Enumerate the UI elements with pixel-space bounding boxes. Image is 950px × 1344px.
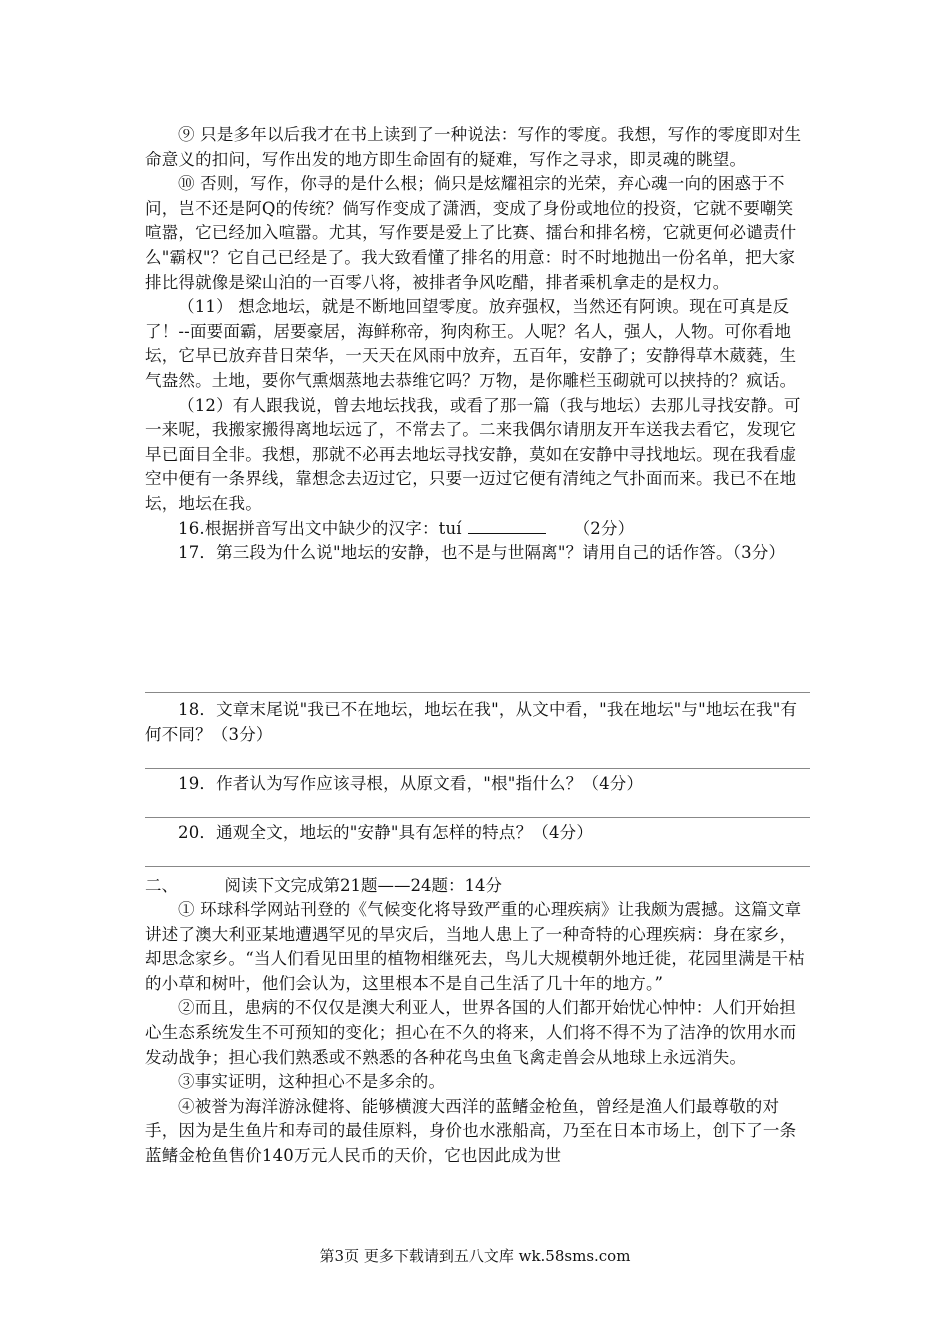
- answer-line-18[interactable]: [145, 768, 810, 769]
- passage2-body: [145, 898, 810, 1169]
- section-2-heading: [145, 874, 810, 899]
- passage2-paragraph-2: ②而且，患病的不仅仅是澳大利亚人，世界各国的人们都开始忧心忡忡：人们开始担心生态系统发生不可预知的变化；担心在不久的将来，人们将不得不为了洁净的饮用水而发动战争；担心我们熟悉或不熟悉的各种花鸟虫鱼飞禽走兽会从地球上永远消失。: [145, 998, 797, 1067]
- section-2-title: 阅读下文完成第21题——24题：14分: [224, 876, 502, 895]
- question-16: [145, 517, 810, 542]
- passage2-paragraph-4: ④被誉为海洋游泳健将、能够横渡大西洋的蓝鳍金枪鱼，曾经是渔人们最尊敬的对手，因为是生鱼片和寿司的最佳原料，身价也水涨船高，乃至在日本市场上，创下了一条蓝鳍金枪鱼售价140万元人民币的天价，它也因此成为世: [145, 1096, 797, 1165]
- page-footer: 第3页 更多下载请到五八文库 wk.58sms.com: [319, 1247, 631, 1265]
- question-16-text: 16.根据拼音写出文中缺少的汉字：tuí: [178, 518, 462, 538]
- question-17: 17．第三段为什么说"地坛的安静，也不是与世隔离"？请用自己的话作答。（3分）: [178, 543, 786, 563]
- question-19: 19．作者认为写作应该寻根，从原文看，"根"指什么？（4分）: [178, 774, 644, 793]
- answer-blank-16[interactable]: [468, 519, 546, 534]
- passage2-paragraph-1: ① 环球科学网站刊登的《气候变化将导致严重的心理疾病》让我颇为震撼。这篇文章讲述了澳大利亚某地遭遇罕见的旱灾后，当地人患上了一种奇特的心理疾病：身在家乡，却思念家乡。“当人们看见田里的植物相继死去，鸟儿大规模朝外地迁徙，花园里满是干枯的小草和树叶，他们会认为，这里根本不是自己生活了几十年的地方。”: [145, 900, 805, 993]
- passage2-paragraph-3: ③事实证明，这种担心不是多余的。: [178, 1072, 446, 1092]
- question-16-score: （2分）: [573, 518, 635, 538]
- question-20: 20．通观全文，地坛的"安静"具有怎样的特点？（4分）: [178, 823, 594, 842]
- passage1-body: [145, 123, 810, 566]
- question-19-block: [145, 772, 810, 797]
- answer-line-20[interactable]: [145, 866, 810, 867]
- paragraph-10: ⑩ 否则，写作，你寻的是什么根；倘只是炫耀祖宗的光荣，弃心魂一向的困惑于不问，岂不还是阿Q的传统？倘写作变成了潇洒，变成了身份或地位的投资，它就不要嘲笑喧嚣，它已经加入喧嚣。尤其，写作要是爱上了比赛、擂台和排名榜，它就更何必谴责什么"霸权"？它自己已经是了。我大致看懂了排名的用意：时不时地抛出一份名单，把大家排比得就像是梁山泊的一百零八将，被排者争风吃醋，排者乘机拿走的是权力。: [145, 174, 797, 292]
- answer-line-19[interactable]: [145, 817, 810, 818]
- question-18-block: [145, 698, 810, 747]
- question-20-block: [145, 821, 810, 846]
- answer-line-17[interactable]: [145, 692, 810, 693]
- section-2-number: 二、: [145, 876, 178, 895]
- question-18: 18．文章末尾说"我已不在地坛，地坛在我"，从文中看，"我在地坛"与"地坛在我"有何不同？（3分）: [145, 700, 798, 744]
- paragraph-12: （12）有人跟我说，曾去地坛找我，或看了那一篇（我与地坛）去那儿寻找安静。可一来呢，我搬家搬得离地坛远了，不常去了。二来我偶尔请朋友开车送我去看它，发现它早已面目全非。我想，那就不必再去地坛寻找安静，莫如在安静中寻找地坛。现在我看虚空中便有一条界线，靠想念去迈过它，只要一迈过它便有清纯之气扑面而来。我已不在地坛，地坛在我。: [145, 395, 801, 513]
- paragraph-9: ⑨ 只是多年以后我才在书上读到了一种说法：写作的零度。我想，写作的零度即对生命意义的扣问，写作出发的地方即生命固有的疑难，写作之寻求，即灵魂的眺望。: [145, 125, 802, 169]
- paragraph-11: （11） 想念地坛，就是不断地回望零度。放弃强权，当然还有阿谀。现在可真是反了！--面要面霸，居要豪居，海鲜称帝，狗肉称王。人呢？名人，强人，人物。可你看地坛，它早已放弃昔日荣华，一天天在风雨中放弃，五百年，安静了；安静得草木葳蕤，生气盎然。土地，要你气熏烟蒸地去恭维它吗？万物，是你雕栏玉砌就可以挟持的？疯话。: [145, 297, 797, 390]
